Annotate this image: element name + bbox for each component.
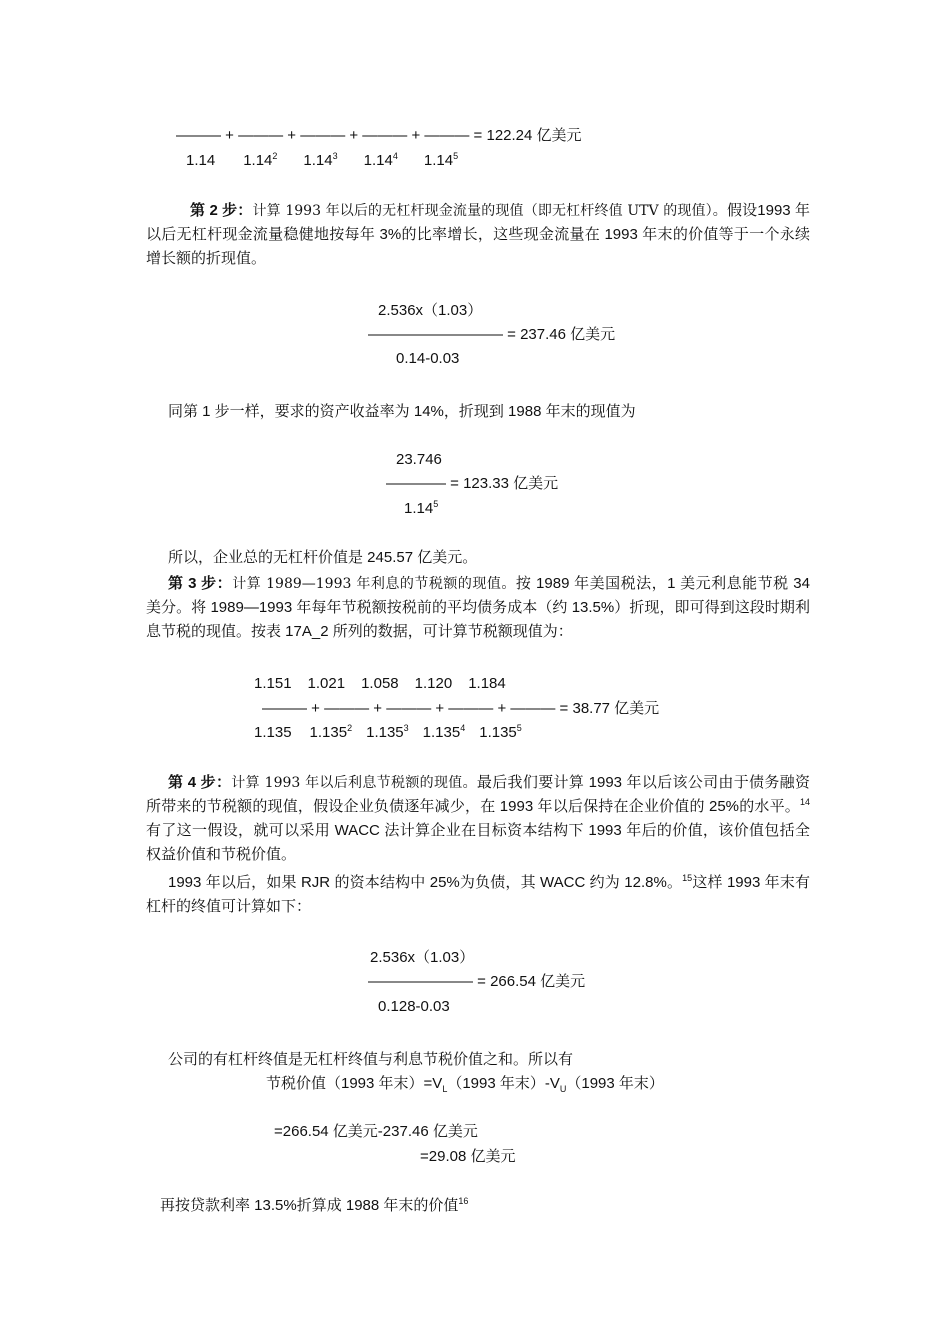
eq2-numerator: 2.536x（1.03） (378, 302, 483, 319)
denominator: 1.14 (303, 152, 333, 169)
eq1-fraction-line: ——— + ——— + ——— + ——— + ——— = 122.24 亿美元 (176, 127, 582, 144)
step2-paragraph: 第 2 步：计算 1993 年以后的无杠杆现金流量的现值（即无杠杆终值 UTV 的现值）。假设1993 年以后无杠杆现金流量稳健地按每年 3%的比率增长，这些现金流量在 1993 年末的价值等于一个永续增长额的折现值。 (146, 202, 810, 267)
wacc-paragraph: 1993 年以后，如果 RJR 的资本结构中 25%为负债，其 WACC 约为 12.8%。$^{15}$这样 1993 年末有杠杆的终值可计算如下： (146, 873, 810, 915)
step3-paragraph: 第 3 步：计算 1989—1993 年利息的节税额的现值。按 1989 年美国税法，1 美元利息能节税 34 美分。将 1989—1993 年每年节税额按税前的平均债务成本（约 13.5%）折现，即可得到这段时期利息节税的现值。按表 17A_2 所列的数据，可计算节税额现值为： (146, 575, 810, 640)
paragraph-discount: 同第 1 步一样，要求的资产收益率为 14%，折现到 1988 年末的现值为 (168, 403, 636, 420)
eq3-fraction-bar: ———— = 123.33 亿美元 (386, 475, 559, 492)
footnote-marker: 14 (799, 797, 810, 807)
step-label: 第 4 步： (168, 774, 232, 791)
eq2-fraction-bar: ————————— = 237.46 亿美元 (368, 326, 616, 343)
eq4-numerators: 1.151 1.021 1.058 1.120 1.184 (254, 675, 506, 692)
paragraph-total-unlevered: 所以，企业总的无杠杆价值是 245.57 亿美元。 (168, 549, 478, 566)
step-title: 计算 1993 年以后的无杠杆现金流量的现值（即无杠杆终值 UTV 的现值）。 (252, 203, 727, 219)
eq1-denominators (186, 151, 458, 171)
eq3-numerator: 23.746 (396, 451, 442, 468)
eq5-denominator: 0.128-0.03 (378, 998, 450, 1015)
denominator: 1.14 (423, 152, 454, 169)
eq4-fraction-bar: ——— + ——— + ——— + ——— + ——— = 38.77 亿美元 (262, 700, 660, 717)
denominator: 1.14 (243, 152, 273, 169)
paragraph-final: 再按贷款利率 13.5%折算成 1988 年末的价值$^{16}$ (160, 1196, 469, 1214)
exponent: 3 (332, 151, 338, 161)
eq5-numerator: 2.536x（1.03） (370, 949, 475, 966)
exponent: 4 (392, 151, 398, 161)
footnote-marker: 16 (458, 1196, 469, 1206)
exponent: 2 (272, 151, 278, 161)
step-title: 计算 1989—1993 年利息的节税额的现值。 (232, 576, 516, 592)
paragraph-levered: 公司的有杠杆终值是无杠杆终值与利息节税价值之和。所以有 (168, 1051, 574, 1068)
eq4-denominators: 1.135 1.135$^2$ 1.135$^3$ 1.135$^4$ 1.135$^5$ (254, 723, 522, 741)
eq2-denominator: 0.14-0.03 (396, 350, 460, 367)
step4-paragraph: 第 4 步：计算 1993 年以后利息节税额的现值。最后我们要计算 1993 年以后该公司由于债务融资所带来的节税额的现值，假设企业负债逐年减少，在 1993 年以后保持在企业价值的 25%的水平。$^{14}$有了这一假设，就可以采用 WACC 法计算企业在目标资本结构下 1993 年后的价值，该价值包括全权益价值和节税价值。 (146, 774, 811, 863)
eq5-fraction-bar: ——————— = 266.54 亿美元 (368, 973, 586, 990)
eq7-difference: =266.54 亿美元-237.46 亿美元 (274, 1123, 478, 1140)
step-title: 计算 1993 年以后利息节税额的现值。 (231, 775, 477, 791)
denominator: 1.14 (186, 152, 216, 169)
eq8-result: =29.08 亿美元 (420, 1148, 516, 1165)
footnote-marker: 15 (682, 873, 693, 883)
denominator: 1.14 (363, 152, 393, 169)
eq6-tax-shield: 节税价值（1993 年末）$=V_L(1993$ 年末）$-V_U(1993$ 年末） (266, 1075, 664, 1094)
step-label: 第 3 步： (168, 575, 233, 592)
eq3-denominator: 1.14$^5$ (404, 499, 439, 517)
step-label: 第 2 步： (190, 202, 253, 219)
exponent: 5 (453, 151, 459, 161)
